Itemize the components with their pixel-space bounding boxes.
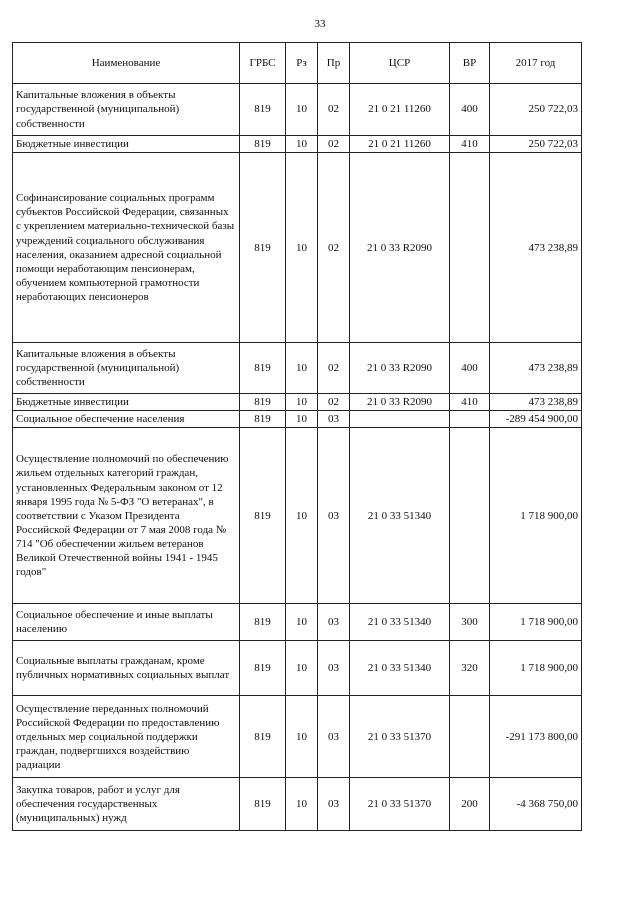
table-row: [13, 428, 582, 604]
row-name: Осуществление полномочий по обеспечению жильем отдельных категорий граждан, установленных Федеральным законом от 12 января 1995 года № 5-ФЗ "О ветеранах", в соответствии с Указом Президента Российской Федерации от 7 мая 2008 года № 714 "Об обеспечении жильем ветеранов Великой Отечественной войны 1941 - 1945 годов": [13, 428, 240, 604]
table-row: [13, 778, 582, 831]
row-pr: 03: [318, 696, 350, 778]
row-pr: 02: [318, 153, 350, 343]
header-amount: 2017 год: [490, 43, 582, 84]
row-name: Капитальные вложения в объекты государственной (муниципальной) собственности: [13, 84, 240, 136]
header-rz: Рз: [286, 43, 318, 84]
row-grbs: 819: [240, 136, 286, 153]
row-grbs: 819: [240, 604, 286, 641]
row-rz: 10: [286, 411, 318, 428]
row-grbs: 819: [240, 428, 286, 604]
row-pr: 02: [318, 136, 350, 153]
row-amount: 473 238,89: [490, 153, 582, 343]
row-csr: 21 0 33 R2090: [350, 394, 450, 411]
row-vr: [450, 696, 490, 778]
row-grbs: 819: [240, 153, 286, 343]
row-amount: 250 722,03: [490, 84, 582, 136]
table-row: [13, 136, 582, 153]
row-vr: [450, 428, 490, 604]
row-name: Социальное обеспечение и иные выплаты населению: [13, 604, 240, 641]
header-name: Наименование: [13, 43, 240, 84]
row-amount: 1 718 900,00: [490, 428, 582, 604]
row-rz: 10: [286, 604, 318, 641]
row-rz: 10: [286, 394, 318, 411]
row-name: Бюджетные инвестиции: [13, 136, 240, 153]
header-grbs: ГРБС: [240, 43, 286, 84]
row-csr: 21 0 33 51370: [350, 696, 450, 778]
row-grbs: 819: [240, 343, 286, 394]
row-rz: 10: [286, 153, 318, 343]
row-vr: 400: [450, 84, 490, 136]
row-vr: 400: [450, 343, 490, 394]
header-row: [13, 43, 582, 84]
table-row: [13, 696, 582, 778]
page-number: 33: [314, 18, 326, 30]
row-vr: 410: [450, 394, 490, 411]
row-csr: 21 0 21 11260: [350, 84, 450, 136]
row-grbs: 819: [240, 411, 286, 428]
row-grbs: 819: [240, 696, 286, 778]
row-amount: 473 238,89: [490, 394, 582, 411]
table-row: [13, 604, 582, 641]
row-csr: 21 0 33 51340: [350, 641, 450, 696]
row-grbs: 819: [240, 641, 286, 696]
row-rz: 10: [286, 136, 318, 153]
table-row: [13, 411, 582, 428]
row-amount: -289 454 900,00: [490, 411, 582, 428]
row-vr: 200: [450, 778, 490, 831]
row-pr: 02: [318, 394, 350, 411]
row-amount: -4 368 750,00: [490, 778, 582, 831]
row-rz: 10: [286, 641, 318, 696]
row-name: Закупка товаров, работ и услуг для обеспечения государственных (муниципальных) нужд: [13, 778, 240, 831]
row-csr: 21 0 33 R2090: [350, 153, 450, 343]
row-csr: [350, 411, 450, 428]
row-vr: 320: [450, 641, 490, 696]
budget-table: [12, 42, 582, 831]
row-amount: 1 718 900,00: [490, 641, 582, 696]
row-pr: 02: [318, 343, 350, 394]
row-csr: 21 0 33 51340: [350, 604, 450, 641]
row-pr: 03: [318, 428, 350, 604]
table-row: [13, 394, 582, 411]
row-csr: 21 0 33 R2090: [350, 343, 450, 394]
row-amount: 250 722,03: [490, 136, 582, 153]
row-vr: [450, 153, 490, 343]
row-vr: [450, 411, 490, 428]
row-name: Капитальные вложения в объекты государственной (муниципальной) собственности: [13, 343, 240, 394]
row-amount: 473 238,89: [490, 343, 582, 394]
header-pr: Пр: [318, 43, 350, 84]
row-name: Софинансирование социальных программ субъектов Российской Федерации, связанных с укреплением материально-технической базы учреждений социального обслуживания населения, оказанием адресной социальной помощи неработающим пенсионерам, обучением компьютерной грамотности неработающих пенсионеров: [13, 153, 240, 343]
row-rz: 10: [286, 84, 318, 136]
row-pr: 03: [318, 778, 350, 831]
row-name: Бюджетные инвестиции: [13, 394, 240, 411]
row-csr: 21 0 21 11260: [350, 136, 450, 153]
row-csr: 21 0 33 51370: [350, 778, 450, 831]
row-name: Социальное обеспечение населения: [13, 411, 240, 428]
row-rz: 10: [286, 343, 318, 394]
row-grbs: 819: [240, 394, 286, 411]
row-vr: 410: [450, 136, 490, 153]
row-pr: 03: [318, 641, 350, 696]
table-row: [13, 84, 582, 136]
row-grbs: 819: [240, 778, 286, 831]
row-amount: 1 718 900,00: [490, 604, 582, 641]
row-grbs: 819: [240, 84, 286, 136]
table-row: [13, 641, 582, 696]
header-csr: ЦСР: [350, 43, 450, 84]
row-pr: 03: [318, 604, 350, 641]
row-amount: -291 173 800,00: [490, 696, 582, 778]
header-vr: ВР: [450, 43, 490, 84]
row-rz: 10: [286, 428, 318, 604]
row-rz: 10: [286, 696, 318, 778]
row-vr: 300: [450, 604, 490, 641]
row-pr: 02: [318, 84, 350, 136]
table-row: [13, 153, 582, 343]
table-row: [13, 343, 582, 394]
row-csr: 21 0 33 51340: [350, 428, 450, 604]
row-name: Социальные выплаты гражданам, кроме публичных нормативных социальных выплат: [13, 641, 240, 696]
row-name: Осуществление переданных полномочий Российской Федерации по предоставлению отдельных мер социальной поддержки граждан, подвергшихся воздействию радиации: [13, 696, 240, 778]
row-rz: 10: [286, 778, 318, 831]
row-pr: 03: [318, 411, 350, 428]
